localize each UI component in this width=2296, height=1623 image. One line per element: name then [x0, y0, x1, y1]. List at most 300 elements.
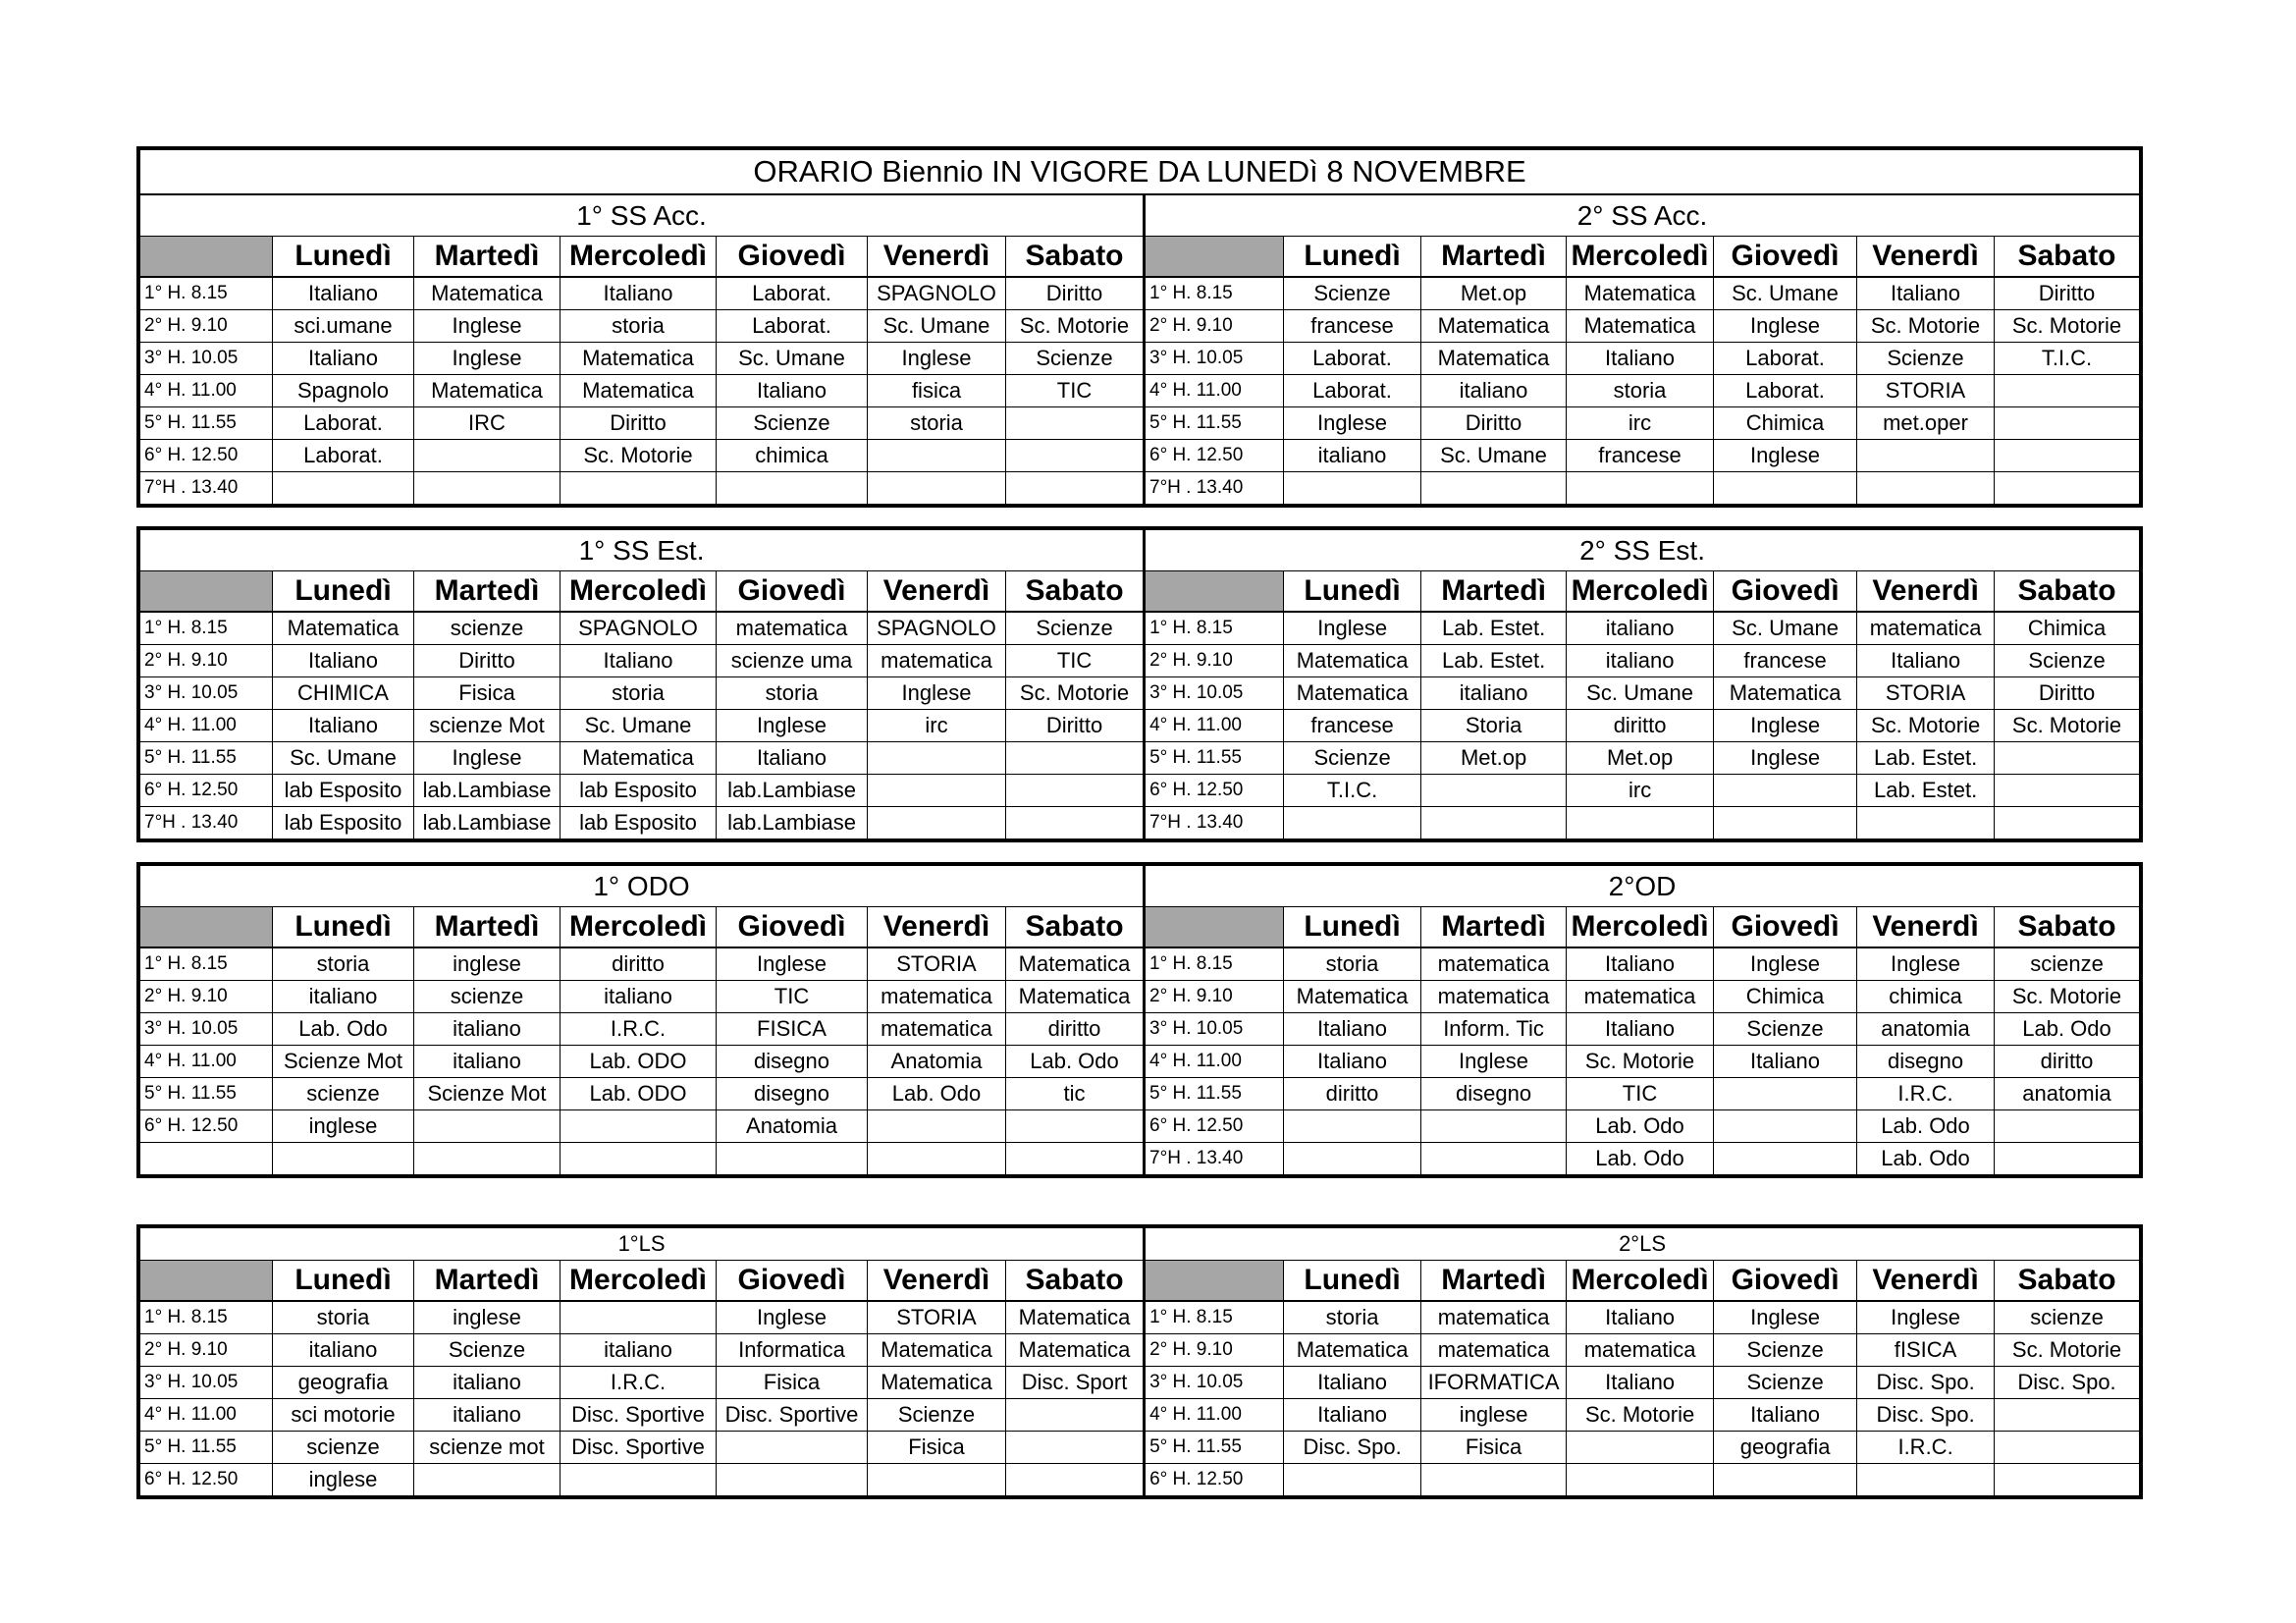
subject-cell: [1421, 1110, 1567, 1143]
time-slot: 5° H. 11.55: [1145, 1432, 1284, 1464]
subject-cell: [868, 1143, 1006, 1175]
subject-cell: Laborat.: [273, 440, 414, 472]
time-slot: 4° H. 11.00: [1145, 1399, 1284, 1432]
subject-cell: [1857, 472, 1995, 505]
subject-cell: Matematica: [1421, 310, 1567, 343]
subject-cell: [1567, 472, 1714, 505]
time-slot: 5° H. 11.55: [140, 1078, 273, 1110]
schedule-rows: [140, 612, 2140, 839]
subject-cell: storia: [1284, 947, 1421, 981]
subject-cell: Italiano: [273, 710, 414, 742]
subject-cell: Lab. Odo: [1567, 1143, 1714, 1175]
day-header: Sabato: [1995, 1261, 2140, 1302]
table-row: [140, 1110, 2140, 1143]
subject-cell: lab Esposito: [561, 775, 717, 807]
subject-cell: Inglese: [717, 947, 868, 981]
time-slot: 5° H. 11.55: [1145, 742, 1284, 775]
class-name: 2°OD: [1145, 866, 2140, 907]
class-name: 1° ODO: [140, 866, 1145, 907]
subject-cell: IRC: [414, 407, 561, 440]
subject-cell: I.R.C.: [561, 1013, 717, 1046]
subject-cell: storia: [1567, 375, 1714, 407]
day-header: Martedì: [1421, 1261, 1567, 1302]
subject-cell: Disc. Spo.: [1284, 1432, 1421, 1464]
subject-cell: [1421, 807, 1567, 839]
subject-cell: storia: [868, 407, 1006, 440]
subject-cell: [273, 1143, 414, 1175]
schedule-rows: [140, 277, 2140, 505]
subject-cell: [868, 807, 1006, 839]
table-row: [140, 807, 2140, 839]
subject-cell: irc: [1567, 775, 1714, 807]
subject-cell: Inform. Tic: [1421, 1013, 1567, 1046]
subject-cell: [868, 440, 1006, 472]
subject-cell: scienze: [414, 981, 561, 1013]
table-row: [140, 1464, 2140, 1496]
time-slot: 1° H. 8.15: [140, 947, 273, 981]
time-slot: 4° H. 11.00: [140, 1046, 273, 1078]
time-slot: 1° H. 8.15: [1145, 612, 1284, 645]
subject-cell: Inglese: [1714, 742, 1857, 775]
subject-cell: Matematica: [1284, 981, 1421, 1013]
subject-cell: matematica: [1421, 1301, 1567, 1334]
subject-cell: Lab. Odo: [1857, 1143, 1995, 1175]
time-slot: 4° H. 11.00: [140, 710, 273, 742]
table-row: [140, 472, 2140, 505]
subject-cell: Italiano: [1567, 1013, 1714, 1046]
subject-cell: Sc. Motorie: [1006, 310, 1145, 343]
time-slot: 5° H. 11.55: [140, 742, 273, 775]
subject-cell: tic: [1006, 1078, 1145, 1110]
subject-cell: Laborat.: [717, 310, 868, 343]
subject-cell: CHIMICA: [273, 677, 414, 710]
schedule-rows: [140, 1301, 2140, 1496]
subject-cell: Matematica: [1006, 947, 1145, 981]
time-slot: 4° H. 11.00: [140, 375, 273, 407]
subject-cell: Inglese: [1714, 1301, 1857, 1334]
subject-cell: italiano: [414, 1013, 561, 1046]
subject-cell: scienze uma: [717, 645, 868, 677]
subject-cell: disegno: [1857, 1046, 1995, 1078]
time-slot: 1° H. 8.15: [140, 612, 273, 645]
subject-cell: [273, 472, 414, 505]
subject-cell: Anatomia: [868, 1046, 1006, 1078]
subject-cell: Laborat.: [1284, 375, 1421, 407]
time-slot: 1° H. 8.15: [140, 277, 273, 310]
day-header: Mercoledì: [1567, 1261, 1714, 1302]
subject-cell: Scienze: [717, 407, 868, 440]
page-title: ORARIO Biennio IN VIGORE DA LUNEDì 8 NOVEMBRE: [140, 150, 2140, 195]
subject-cell: Fisica: [1421, 1432, 1567, 1464]
day-header: Giovedì: [717, 1261, 868, 1302]
subject-cell: italiano: [414, 1046, 561, 1078]
subject-cell: [1995, 1432, 2140, 1464]
subject-cell: [868, 775, 1006, 807]
day-header: Martedì: [1421, 571, 1567, 613]
day-header: Giovedì: [1714, 237, 1857, 278]
subject-cell: Sc. Umane: [561, 710, 717, 742]
subject-cell: Disc. Sportive: [561, 1399, 717, 1432]
subject-cell: [1006, 742, 1145, 775]
day-header: Martedì: [1421, 907, 1567, 948]
subject-cell: [1714, 807, 1857, 839]
day-header: Lunedì: [1284, 237, 1421, 278]
subject-cell: Sc. Umane: [1714, 612, 1857, 645]
subject-cell: Inglese: [717, 710, 868, 742]
corner-cell: [140, 571, 273, 613]
time-slot: 3° H. 10.05: [140, 677, 273, 710]
subject-cell: sci.umane: [273, 310, 414, 343]
subject-cell: [1714, 1110, 1857, 1143]
subject-cell: Italiano: [273, 277, 414, 310]
subject-cell: Disc. Sport: [1006, 1367, 1145, 1399]
subject-cell: lab Esposito: [561, 807, 717, 839]
subject-cell: Chimica: [1995, 612, 2140, 645]
table-row: [140, 612, 2140, 645]
subject-cell: [1714, 775, 1857, 807]
subject-cell: Diritto: [1995, 677, 2140, 710]
subject-cell: disegno: [717, 1046, 868, 1078]
day-header: Lunedì: [1284, 907, 1421, 948]
subject-cell: italiano: [273, 1334, 414, 1367]
subject-cell: Laborat.: [717, 277, 868, 310]
day-header: Martedì: [414, 1261, 561, 1302]
day-header: Martedì: [1421, 237, 1567, 278]
subject-cell: Sc. Motorie: [1567, 1046, 1714, 1078]
subject-cell: [717, 1464, 868, 1496]
subject-cell: matematica: [868, 645, 1006, 677]
subject-cell: Scienze: [1857, 343, 1995, 375]
subject-cell: matematica: [1857, 612, 1995, 645]
class-name: 2° SS Est.: [1145, 530, 2140, 571]
time-slot: 6° H. 12.50: [1145, 775, 1284, 807]
subject-cell: Matematica: [1006, 981, 1145, 1013]
day-header: Lunedì: [273, 1261, 414, 1302]
table-row: [140, 277, 2140, 310]
subject-cell: inglese: [1421, 1399, 1567, 1432]
subject-cell: [1421, 775, 1567, 807]
subject-cell: Lab. Estet.: [1857, 742, 1995, 775]
time-slot: 7°H . 13.40: [140, 807, 273, 839]
subject-cell: inglese: [414, 1301, 561, 1334]
subject-cell: Italiano: [717, 742, 868, 775]
corner-cell: [1145, 1261, 1284, 1302]
subject-cell: [868, 742, 1006, 775]
day-header-row: [140, 571, 2140, 613]
table-row: [140, 775, 2140, 807]
subject-cell: [1421, 1143, 1567, 1175]
day-header: Mercoledì: [561, 1261, 717, 1302]
subject-cell: [561, 472, 717, 505]
subject-cell: Sc. Motorie: [561, 440, 717, 472]
subject-cell: Italiano: [1284, 1367, 1421, 1399]
day-header: Venerdì: [868, 571, 1006, 613]
subject-cell: [1006, 1399, 1145, 1432]
corner-cell: [140, 237, 273, 278]
time-slot: 5° H. 11.55: [140, 407, 273, 440]
day-header: Giovedì: [717, 571, 868, 613]
subject-cell: [1567, 1432, 1714, 1464]
subject-cell: Matematica: [414, 375, 561, 407]
subject-cell: Inglese: [1284, 407, 1421, 440]
table-row: [140, 343, 2140, 375]
subject-cell: Laborat.: [1714, 375, 1857, 407]
subject-cell: Italiano: [273, 645, 414, 677]
subject-cell: Matematica: [1567, 277, 1714, 310]
subject-cell: Scienze Mot: [273, 1046, 414, 1078]
time-slot: 2° H. 9.10: [1145, 310, 1284, 343]
subject-cell: Sc. Umane: [1567, 677, 1714, 710]
corner-cell: [140, 1261, 273, 1302]
subject-cell: Scienze: [1006, 343, 1145, 375]
day-header: Mercoledì: [561, 907, 717, 948]
subject-cell: Italiano: [1714, 1399, 1857, 1432]
subject-cell: Scienze: [1284, 277, 1421, 310]
subject-cell: disegno: [1421, 1078, 1567, 1110]
subject-cell: Inglese: [1284, 612, 1421, 645]
subject-cell: francese: [1284, 310, 1421, 343]
subject-cell: Scienze Mot: [414, 1078, 561, 1110]
subject-cell: italiano: [273, 981, 414, 1013]
subject-cell: Matematica: [1006, 1301, 1145, 1334]
subject-cell: Matematica: [414, 277, 561, 310]
subject-cell: Scienze: [1284, 742, 1421, 775]
subject-cell: Inglese: [1714, 947, 1857, 981]
subject-cell: inglese: [273, 1464, 414, 1496]
subject-cell: [414, 1464, 561, 1496]
subject-cell: Matematica: [1284, 677, 1421, 710]
subject-cell: geografia: [273, 1367, 414, 1399]
subject-cell: [1284, 1110, 1421, 1143]
subject-cell: TIC: [1567, 1078, 1714, 1110]
subject-cell: Matematica: [1006, 1334, 1145, 1367]
subject-cell: [1995, 440, 2140, 472]
subject-cell: Laborat.: [1284, 343, 1421, 375]
subject-cell: Met.op: [1421, 742, 1567, 775]
subject-cell: SPAGNOLO: [561, 612, 717, 645]
day-header: Giovedì: [717, 907, 868, 948]
subject-cell: Spagnolo: [273, 375, 414, 407]
class-header-row: [140, 194, 2140, 237]
day-header: Martedì: [414, 907, 561, 948]
day-header: Venerdì: [1857, 907, 1995, 948]
subject-cell: [1284, 1143, 1421, 1175]
subject-cell: [1995, 1399, 2140, 1432]
time-slot: 6° H. 12.50: [140, 775, 273, 807]
time-slot: 6° H. 12.50: [140, 1464, 273, 1496]
subject-cell: Lab. Estet.: [1857, 775, 1995, 807]
subject-cell: disegno: [717, 1078, 868, 1110]
day-header: Sabato: [1006, 237, 1145, 278]
table-row: [140, 742, 2140, 775]
subject-cell: Matematica: [1567, 310, 1714, 343]
subject-cell: Lab. Odo: [868, 1078, 1006, 1110]
day-header-row: [140, 907, 2140, 948]
table-row: [140, 1046, 2140, 1078]
subject-cell: [717, 472, 868, 505]
day-header: Lunedì: [273, 907, 414, 948]
subject-cell: Italiano: [1567, 947, 1714, 981]
day-header: Giovedì: [1714, 907, 1857, 948]
subject-cell: Disc. Sportive: [717, 1399, 868, 1432]
subject-cell: matematica: [1567, 981, 1714, 1013]
subject-cell: Sc. Motorie: [1006, 677, 1145, 710]
table-row: [140, 947, 2140, 981]
subject-cell: italiano: [1567, 612, 1714, 645]
subject-cell: Diritto: [1006, 710, 1145, 742]
time-slot: 2° H. 9.10: [140, 310, 273, 343]
subject-cell: [1006, 472, 1145, 505]
table-row: [140, 1078, 2140, 1110]
subject-cell: scienze: [1995, 947, 2140, 981]
subject-cell: [561, 1110, 717, 1143]
subject-cell: Scienze: [1006, 612, 1145, 645]
subject-cell: TIC: [717, 981, 868, 1013]
subject-cell: Sc. Motorie: [1857, 310, 1995, 343]
time-slot: 3° H. 10.05: [140, 1367, 273, 1399]
subject-cell: [1995, 742, 2140, 775]
subject-cell: [1567, 1464, 1714, 1496]
subject-cell: matematica: [1421, 947, 1567, 981]
subject-cell: scienze: [1995, 1301, 2140, 1334]
subject-cell: italiano: [414, 1399, 561, 1432]
subject-cell: Scienze: [1995, 645, 2140, 677]
subject-cell: [1006, 1110, 1145, 1143]
subject-cell: fisica: [868, 375, 1006, 407]
subject-cell: Italiano: [561, 277, 717, 310]
day-header: Lunedì: [1284, 571, 1421, 613]
table-row: [140, 1399, 2140, 1432]
subject-cell: matematica: [1421, 1334, 1567, 1367]
subject-cell: [1714, 1464, 1857, 1496]
table-row: [140, 440, 2140, 472]
subject-cell: Lab. Odo: [273, 1013, 414, 1046]
subject-cell: [1995, 807, 2140, 839]
subject-cell: Sc. Umane: [1714, 277, 1857, 310]
table-row: [140, 1301, 2140, 1334]
subject-cell: Italiano: [561, 645, 717, 677]
subject-cell: Italiano: [1567, 1367, 1714, 1399]
table-row: [140, 645, 2140, 677]
subject-cell: [1714, 1143, 1857, 1175]
subject-cell: fISICA: [1857, 1334, 1995, 1367]
subject-cell: inglese: [273, 1110, 414, 1143]
day-header: Venerdì: [1857, 237, 1995, 278]
subject-cell: storia: [1284, 1301, 1421, 1334]
day-header: Venerdì: [1857, 571, 1995, 613]
time-slot: 7°H . 13.40: [1145, 807, 1284, 839]
subject-cell: storia: [561, 677, 717, 710]
subject-cell: TIC: [1006, 375, 1145, 407]
subject-cell: [717, 1432, 868, 1464]
class-header-row: [140, 530, 2140, 571]
subject-cell: matematica: [1567, 1334, 1714, 1367]
class-name: 2°LS: [1145, 1228, 2140, 1261]
subject-cell: [1006, 1464, 1145, 1496]
subject-cell: storia: [561, 310, 717, 343]
subject-cell: francese: [1567, 440, 1714, 472]
subject-cell: Fisica: [717, 1367, 868, 1399]
subject-cell: [561, 1464, 717, 1496]
subject-cell: [1857, 1464, 1995, 1496]
corner-cell: [140, 907, 273, 948]
subject-cell: Sc. Motorie: [1995, 710, 2140, 742]
day-header: Martedì: [414, 237, 561, 278]
subject-cell: Chimica: [1714, 407, 1857, 440]
subject-cell: [1284, 807, 1421, 839]
subject-cell: scienze Mot: [414, 710, 561, 742]
subject-cell: Met.op: [1421, 277, 1567, 310]
schedule-block-2: [136, 526, 2143, 842]
subject-cell: Inglese: [868, 343, 1006, 375]
day-header: Mercoledì: [1567, 907, 1714, 948]
time-slot: 1° H. 8.15: [1145, 1301, 1284, 1334]
subject-cell: I.R.C.: [1857, 1078, 1995, 1110]
subject-cell: [561, 1301, 717, 1334]
schedule-table: [139, 865, 2140, 1175]
time-slot: 4° H. 11.00: [1145, 375, 1284, 407]
subject-cell: Sc. Motorie: [1567, 1399, 1714, 1432]
subject-cell: Inglese: [1714, 710, 1857, 742]
subject-cell: Scienze: [1714, 1367, 1857, 1399]
table-row: [140, 677, 2140, 710]
subject-cell: Scienze: [868, 1399, 1006, 1432]
schedule-block-3: [136, 862, 2143, 1178]
time-slot: 2° H. 9.10: [140, 1334, 273, 1367]
subject-cell: Italiano: [717, 375, 868, 407]
subject-cell: [1995, 1110, 2140, 1143]
day-header: Venerdì: [868, 907, 1006, 948]
subject-cell: Inglese: [414, 742, 561, 775]
subject-cell: Inglese: [1857, 1301, 1995, 1334]
subject-cell: [414, 1143, 561, 1175]
subject-cell: IFORMATICA: [1421, 1367, 1567, 1399]
subject-cell: Inglese: [414, 310, 561, 343]
subject-cell: Matematica: [273, 612, 414, 645]
day-header-row: [140, 237, 2140, 278]
subject-cell: Lab. ODO: [561, 1046, 717, 1078]
day-header: Lunedì: [1284, 1261, 1421, 1302]
subject-cell: Lab. Odo: [1567, 1110, 1714, 1143]
subject-cell: [1857, 807, 1995, 839]
schedule-rows: [140, 947, 2140, 1175]
schedule-table: [139, 529, 2140, 839]
subject-cell: [414, 1110, 561, 1143]
subject-cell: Lab. Odo: [1995, 1013, 2140, 1046]
subject-cell: Laborat.: [273, 407, 414, 440]
subject-cell: STORIA: [1857, 677, 1995, 710]
day-header: Sabato: [1995, 237, 2140, 278]
table-row: [140, 1143, 2140, 1175]
time-slot: 3° H. 10.05: [1145, 1367, 1284, 1399]
day-header: Sabato: [1006, 1261, 1145, 1302]
subject-cell: [1284, 1464, 1421, 1496]
time-slot: 6° H. 12.50: [1145, 1464, 1284, 1496]
subject-cell: lab.Lambiase: [717, 775, 868, 807]
time-slot: 2° H. 9.10: [1145, 1334, 1284, 1367]
day-header: Venerdì: [868, 1261, 1006, 1302]
subject-cell: Italiano: [1714, 1046, 1857, 1078]
subject-cell: [561, 1143, 717, 1175]
subject-cell: STORIA: [868, 1301, 1006, 1334]
subject-cell: Sc. Umane: [868, 310, 1006, 343]
day-header: Venerdì: [1857, 1261, 1995, 1302]
subject-cell: [717, 1143, 868, 1175]
subject-cell: [1006, 807, 1145, 839]
subject-cell: Sc. Motorie: [1995, 1334, 2140, 1367]
subject-cell: Italiano: [1857, 645, 1995, 677]
subject-cell: scienze: [273, 1432, 414, 1464]
